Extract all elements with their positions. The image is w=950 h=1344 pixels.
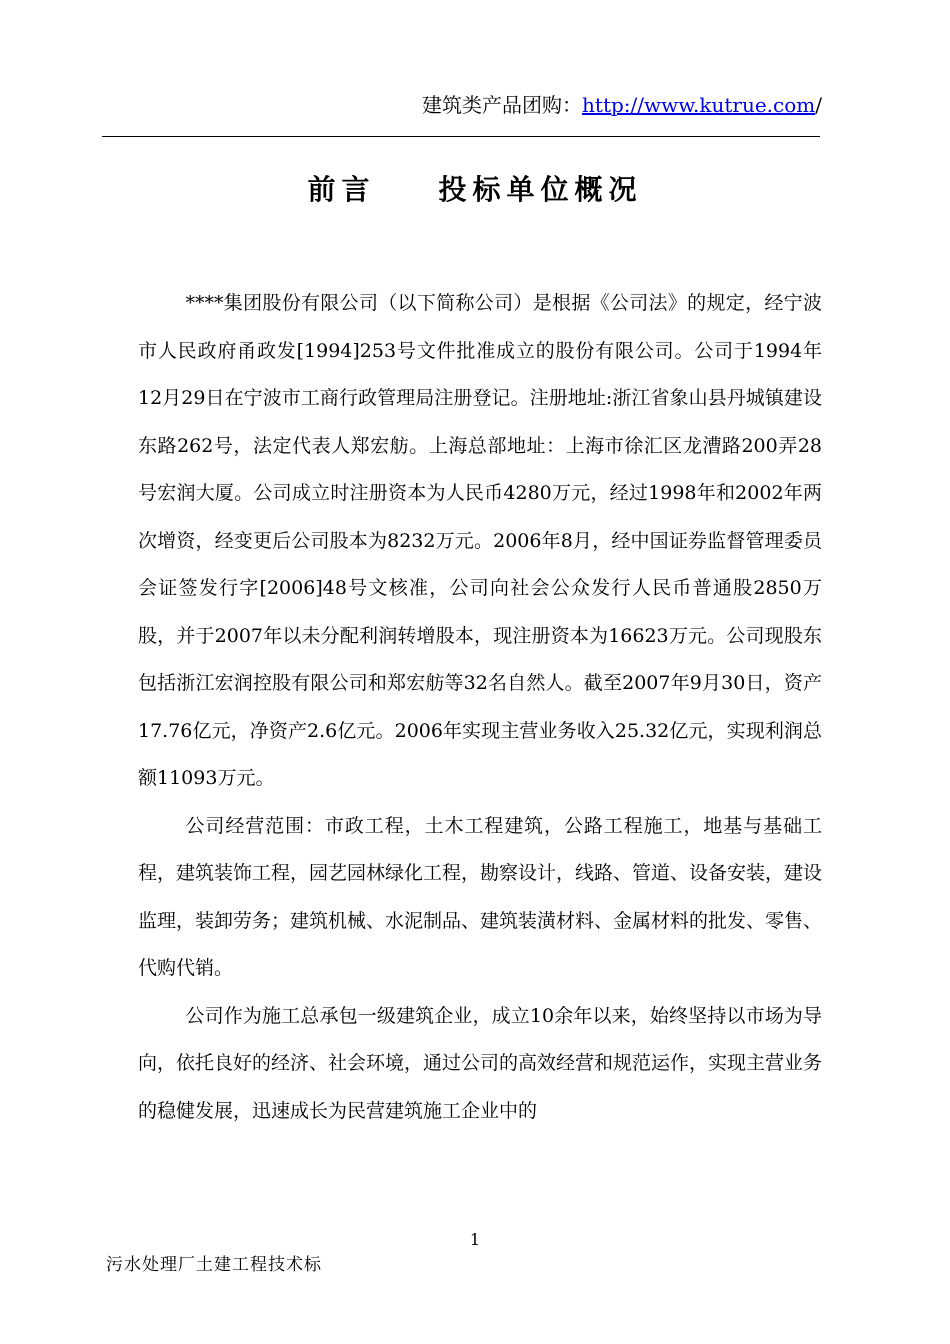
page-title: 前言 投标单位概况 bbox=[307, 173, 643, 206]
document-body bbox=[138, 280, 822, 1135]
paragraph-company-development: 公司作为施工总承包一级建筑企业，成立10余年以来，始终坚持以市场为导向，依托良好的经济、社会环境，通过公司的高效经营和规范运作，实现主营业务的稳健发展，迅速成长为民营建筑施工企业中的 bbox=[138, 1004, 823, 1122]
paragraph-business-scope: 公司经营范围：市政工程，土木工程建筑，公路工程施工，地基与基础工程，建筑装饰工程，园艺园林绿化工程，勘察设计，线路、管道、设备安装，建设监理，装卸劳务；建筑机械、水泥制品、建筑装潢材料、金属材料的批发、零售、代购代销。 bbox=[138, 814, 823, 979]
paragraph-company-overview: ****集团股份有限公司（以下简称公司）是根据《公司法》的规定，经宁波市人民政府甬政发[1994]253号文件批准成立的股份有限公司。公司于1994年12月29日在宁波市工商行政管理局注册登记。注册地址:浙江省象山县丹城镇建设东路262号，法定代表人郑宏舫。上海总部地址：上海市徐汇区龙漕路200弄28号宏润大厦。公司成立时注册资本为人民币4280万元，经过1998年和2002年两次增资，经变更后公司股本为8232万元。2006年8月，经中国证券监督管理委员会证签发行字[2006]48号文核准，公司向社会公众发行人民币普通股2850万股，并于2007年以未分配利润转增股本，现注册资本为16623万元。公司现股东包括浙江宏润控股有限公司和郑宏舫等32名自然人。截至2007年9月30日，资产17.76亿元，净资产2.6亿元。2006年实现主营业务收入25.32亿元，实现利润总额11093万元。 bbox=[138, 292, 822, 789]
header-label: 建筑类产品团购： bbox=[422, 93, 583, 117]
document-footer: 污水处理厂土建工程技术标 bbox=[106, 1255, 322, 1275]
page-number: 1 bbox=[469, 1230, 481, 1249]
page-header bbox=[422, 90, 822, 120]
header-link-suffix: / bbox=[815, 93, 822, 117]
header-divider bbox=[102, 136, 820, 137]
header-link[interactable]: http://www.kutrue.com bbox=[582, 93, 816, 117]
